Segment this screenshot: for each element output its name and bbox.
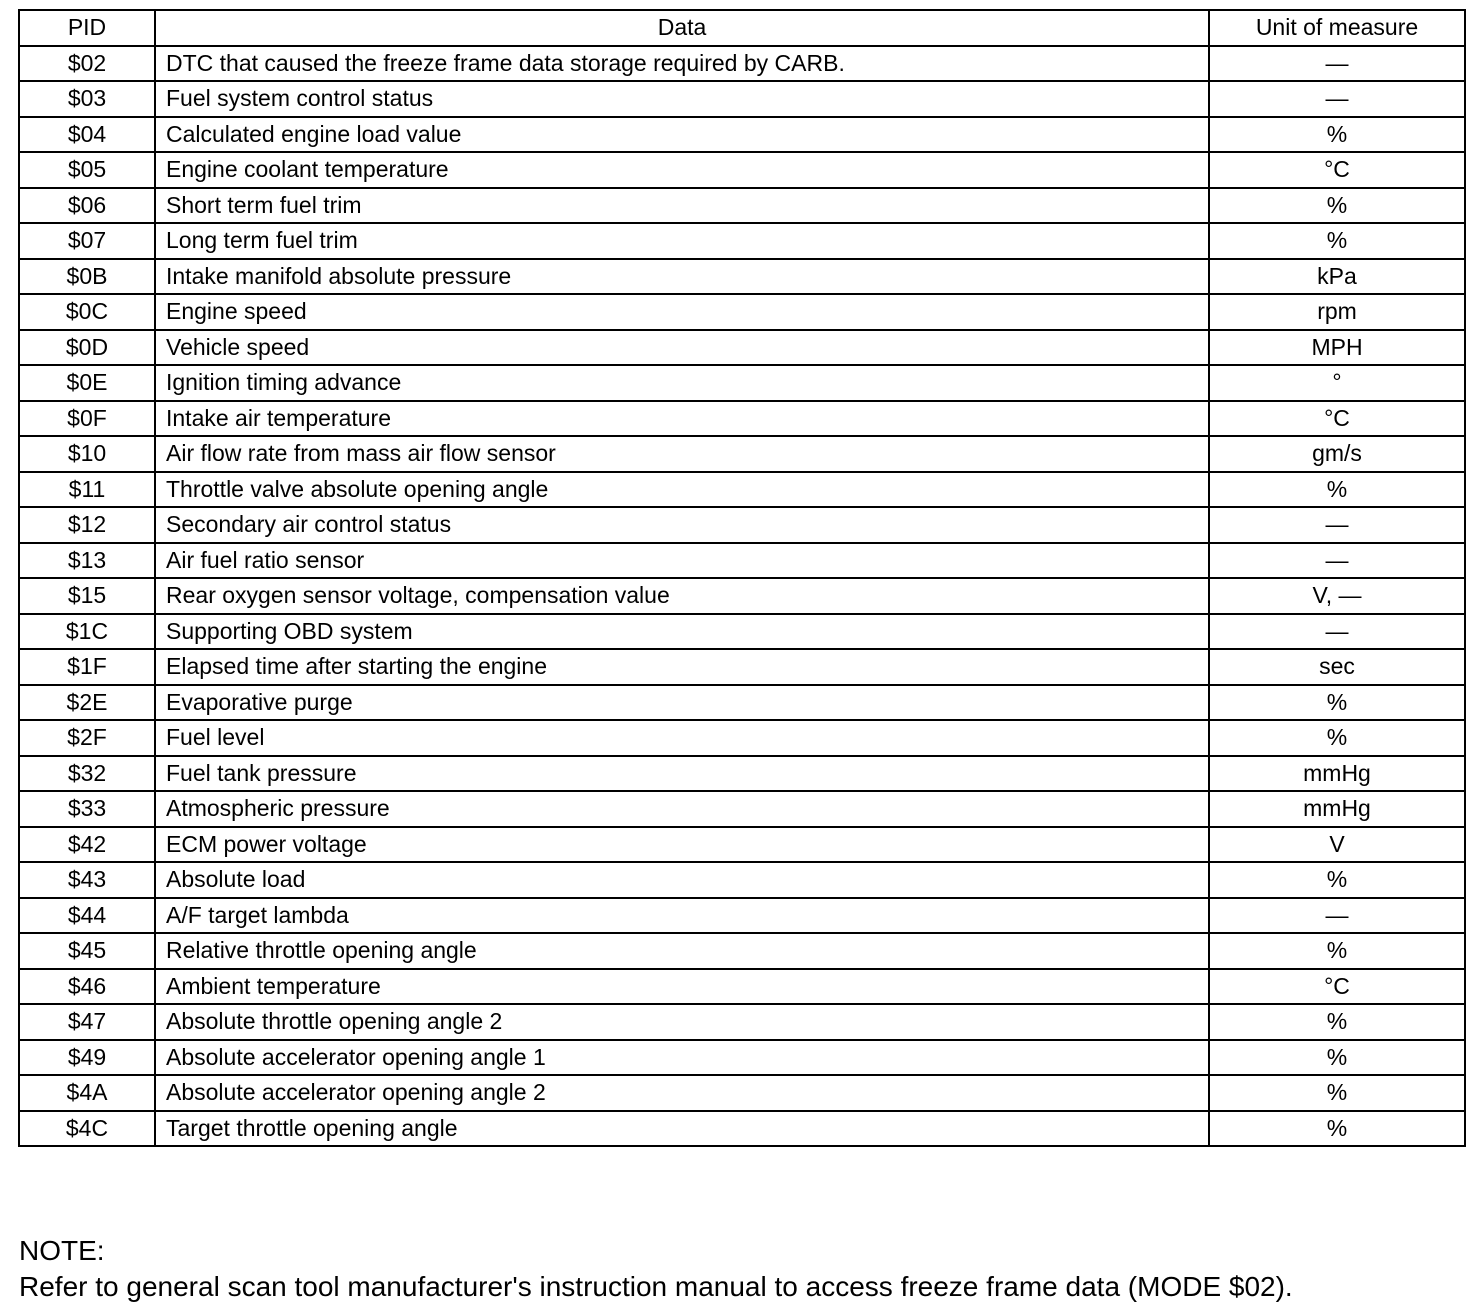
data-cell: Fuel system control status [155, 81, 1209, 117]
pid-cell: $1F [19, 649, 155, 685]
data-cell: Atmospheric pressure [155, 791, 1209, 827]
pid-table-container [18, 9, 1460, 1147]
data-cell: Engine coolant temperature [155, 152, 1209, 188]
data-cell: Engine speed [155, 294, 1209, 330]
unit-cell: % [1209, 1040, 1465, 1076]
unit-cell: % [1209, 188, 1465, 224]
unit-cell: — [1209, 898, 1465, 934]
unit-cell: % [1209, 933, 1465, 969]
pid-cell: $05 [19, 152, 155, 188]
data-cell: Target throttle opening angle [155, 1111, 1209, 1147]
table-body [19, 46, 1465, 1147]
unit-cell: mmHg [1209, 756, 1465, 792]
pid-cell: $11 [19, 472, 155, 508]
data-cell: ECM power voltage [155, 827, 1209, 863]
data-cell: Fuel level [155, 720, 1209, 756]
table-row [19, 365, 1465, 401]
pid-cell: $0F [19, 401, 155, 437]
data-cell: Absolute accelerator opening angle 1 [155, 1040, 1209, 1076]
unit-cell: — [1209, 81, 1465, 117]
table-row [19, 933, 1465, 969]
table-header-row [19, 10, 1465, 46]
data-cell: Absolute accelerator opening angle 2 [155, 1075, 1209, 1111]
pid-cell: $42 [19, 827, 155, 863]
pid-cell: $32 [19, 756, 155, 792]
pid-cell: $0E [19, 365, 155, 401]
pid-table [18, 9, 1466, 1147]
header-unit: Unit of measure [1209, 10, 1465, 46]
table-row [19, 720, 1465, 756]
pid-cell: $0C [19, 294, 155, 330]
unit-cell: V [1209, 827, 1465, 863]
unit-cell: % [1209, 720, 1465, 756]
table-row [19, 578, 1465, 614]
pid-cell: $03 [19, 81, 155, 117]
data-cell: Evaporative purge [155, 685, 1209, 721]
unit-cell: V, — [1209, 578, 1465, 614]
unit-cell: % [1209, 472, 1465, 508]
table-row [19, 791, 1465, 827]
note-label: NOTE: [19, 1235, 105, 1266]
note-block [19, 1233, 1293, 1305]
pid-cell: $45 [19, 933, 155, 969]
unit-cell: % [1209, 1111, 1465, 1147]
pid-cell: $4C [19, 1111, 155, 1147]
table-row [19, 436, 1465, 472]
table-row [19, 614, 1465, 650]
unit-cell: % [1209, 223, 1465, 259]
unit-cell: mmHg [1209, 791, 1465, 827]
unit-cell: °C [1209, 401, 1465, 437]
pid-cell: $47 [19, 1004, 155, 1040]
data-cell: Intake air temperature [155, 401, 1209, 437]
table-row [19, 1040, 1465, 1076]
pid-cell: $12 [19, 507, 155, 543]
data-cell: Ignition timing advance [155, 365, 1209, 401]
data-cell: Air flow rate from mass air flow sensor [155, 436, 1209, 472]
unit-cell: — [1209, 46, 1465, 82]
unit-cell: MPH [1209, 330, 1465, 366]
unit-cell: gm/s [1209, 436, 1465, 472]
table-row [19, 1075, 1465, 1111]
table-row [19, 1004, 1465, 1040]
unit-cell: % [1209, 1075, 1465, 1111]
pid-cell: $04 [19, 117, 155, 153]
pid-cell: $43 [19, 862, 155, 898]
data-cell: Short term fuel trim [155, 188, 1209, 224]
unit-cell: % [1209, 1004, 1465, 1040]
table-row [19, 223, 1465, 259]
unit-cell: — [1209, 543, 1465, 579]
pid-cell: $46 [19, 969, 155, 1005]
pid-cell: $13 [19, 543, 155, 579]
pid-cell: $0B [19, 259, 155, 295]
table-row [19, 188, 1465, 224]
data-cell: Ambient temperature [155, 969, 1209, 1005]
unit-cell: °C [1209, 969, 1465, 1005]
pid-cell: $2E [19, 685, 155, 721]
table-row [19, 827, 1465, 863]
table-row [19, 685, 1465, 721]
table-row [19, 294, 1465, 330]
table-row [19, 117, 1465, 153]
table-row [19, 81, 1465, 117]
data-cell: Air fuel ratio sensor [155, 543, 1209, 579]
pid-cell: $1C [19, 614, 155, 650]
unit-cell: % [1209, 862, 1465, 898]
pid-cell: $0D [19, 330, 155, 366]
table-row [19, 472, 1465, 508]
unit-cell: sec [1209, 649, 1465, 685]
pid-cell: $4A [19, 1075, 155, 1111]
unit-cell: — [1209, 614, 1465, 650]
pid-cell: $44 [19, 898, 155, 934]
pid-cell: $02 [19, 46, 155, 82]
header-pid: PID [19, 10, 155, 46]
data-cell: Elapsed time after starting the engine [155, 649, 1209, 685]
unit-cell: % [1209, 117, 1465, 153]
data-cell: Secondary air control status [155, 507, 1209, 543]
table-row [19, 401, 1465, 437]
data-cell: Absolute load [155, 862, 1209, 898]
pid-cell: $2F [19, 720, 155, 756]
data-cell: Intake manifold absolute pressure [155, 259, 1209, 295]
data-cell: Fuel tank pressure [155, 756, 1209, 792]
pid-cell: $06 [19, 188, 155, 224]
data-cell: Throttle valve absolute opening angle [155, 472, 1209, 508]
table-row [19, 46, 1465, 82]
data-cell: DTC that caused the freeze frame data storage required by CARB. [155, 46, 1209, 82]
data-cell: A/F target lambda [155, 898, 1209, 934]
table-row [19, 259, 1465, 295]
unit-cell: % [1209, 685, 1465, 721]
unit-cell: °C [1209, 152, 1465, 188]
unit-cell: rpm [1209, 294, 1465, 330]
data-cell: Vehicle speed [155, 330, 1209, 366]
table-row [19, 862, 1465, 898]
header-data: Data [155, 10, 1209, 46]
table-row [19, 330, 1465, 366]
data-cell: Long term fuel trim [155, 223, 1209, 259]
pid-cell: $33 [19, 791, 155, 827]
table-row [19, 543, 1465, 579]
data-cell: Relative throttle opening angle [155, 933, 1209, 969]
data-cell: Supporting OBD system [155, 614, 1209, 650]
pid-cell: $49 [19, 1040, 155, 1076]
data-cell: Absolute throttle opening angle 2 [155, 1004, 1209, 1040]
table-row [19, 507, 1465, 543]
data-cell: Rear oxygen sensor voltage, compensation value [155, 578, 1209, 614]
unit-cell: — [1209, 507, 1465, 543]
table-row [19, 1111, 1465, 1147]
table-row [19, 152, 1465, 188]
table-row [19, 649, 1465, 685]
table-row [19, 898, 1465, 934]
unit-cell: kPa [1209, 259, 1465, 295]
pid-cell: $07 [19, 223, 155, 259]
unit-cell: ° [1209, 365, 1465, 401]
table-row [19, 756, 1465, 792]
pid-cell: $10 [19, 436, 155, 472]
note-text: Refer to general scan tool manufacturer's instruction manual to access freeze frame data (MODE $02). [19, 1271, 1293, 1302]
table-row [19, 969, 1465, 1005]
pid-cell: $15 [19, 578, 155, 614]
data-cell: Calculated engine load value [155, 117, 1209, 153]
